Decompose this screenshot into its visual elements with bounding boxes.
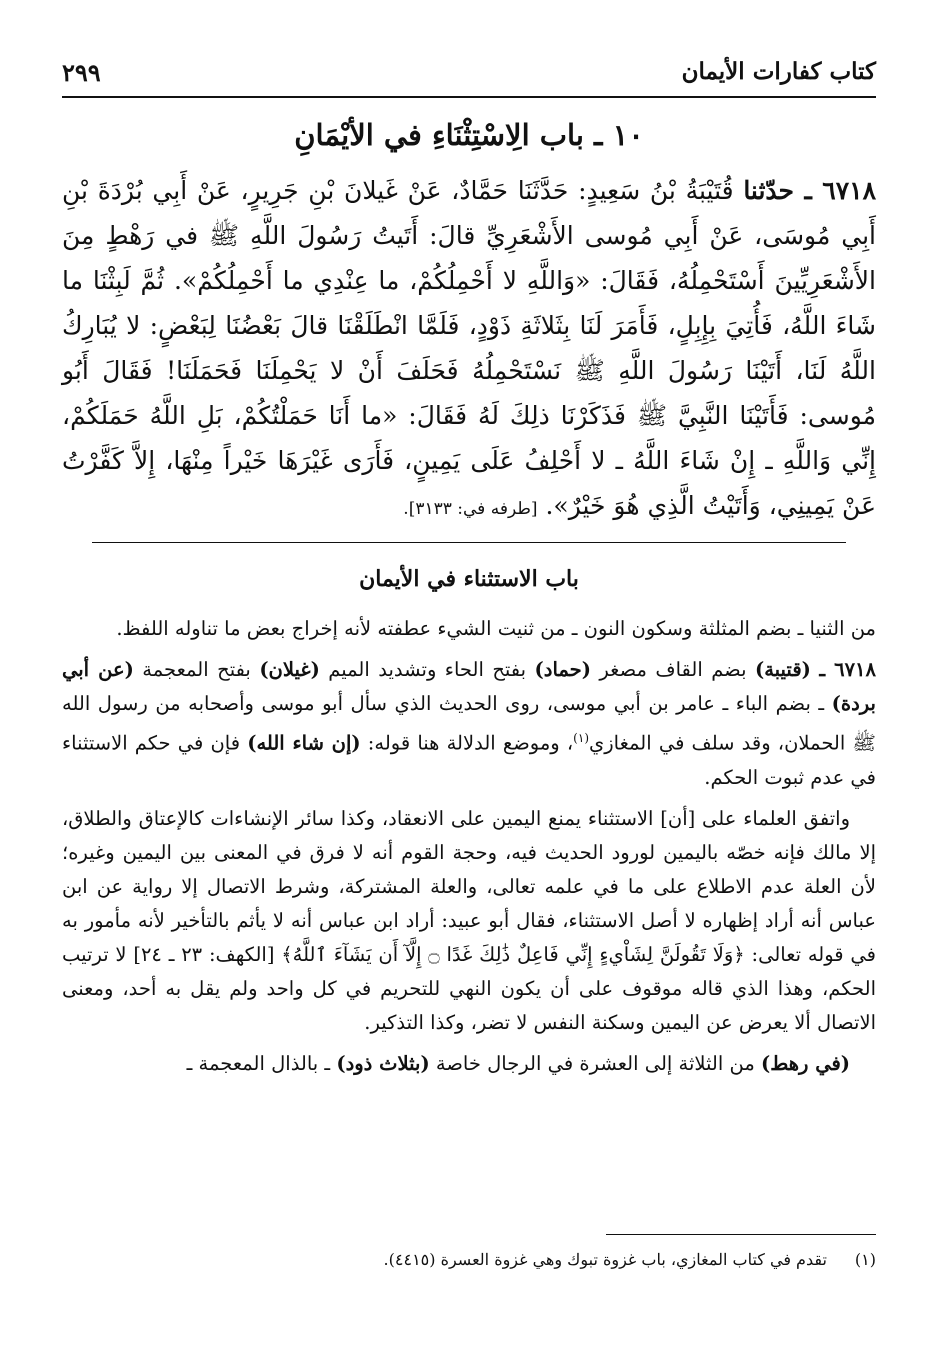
commentary-span: بفتح الحاء وتشديد الميم xyxy=(328,658,527,681)
commentary-text xyxy=(62,612,876,1088)
hadith-body: قُتَيْبَةُ بْنُ سَعِيدٍ: حَدَّثَنَا حَمَّادٌ، عَنْ غَيلانَ بْنِ جَرِيرٍ، عَنْ أَبِي بُرْدَةَ بْنِ أَبِي مُوسَى، عَنْ أَبِي مُوسى الأَشْعَرِيِّ قالَ: أَتَيتُ رَسُولَ اللَّهِ ﷺ في رَهْطٍ مِنَ الأَشْعَرِيِّينَ أَسْتَحْمِلُهُ، فَقَالَ: «وَاللَّهِ لا أَحْمِلُكُمْ، ما عِنْدِي ما أَحْمِلُكُمْ». ثُمَّ لَبِثْنَا ما شَاءَ اللَّهُ، فَأُتِيَ بِإِبِلٍ، فَأَمَرَ لَنَا بِثَلاثَةِ ذَوْدٍ، فَلَمَّا انْطَلَقْنَا قالَ بَعْضُنَا لِبَعْضٍ: لا يُبَارِكُ اللَّهُ لَنَا، أَتَيْنَا رَسُولَ اللَّهِ ﷺ نَسْتَحْمِلُهُ فَحَلَفَ أَنْ لا يَحْمِلَنَا فَحَمَلَنَا! فَقَالَ أَبُو مُوسى: فَأَتَيْنَا النَّبِيَّ ﷺ فَذَكَرْنَا ذلِكَ لَهُ فَقَالَ: «ما أَنَا حَمَلْتُكُمْ، بَلِ اللَّهُ حَمَلَكُمْ، إِنِّي وَاللَّهِ ـ إِنْ شَاءَ اللَّهُ ـ لا أَحْلِفُ عَلَى يَمِينٍ، فَأَرَى غَيْرَهَا خَيْراً مِنْهَا، إِلاَّ كَفَّرْتُ عَنْ يَمِينِي، وَأَتَيْتُ الَّذِي هُوَ خَيْرٌ». xyxy=(62,176,876,520)
commentary-span: ، وموضع الدلالة هنا قوله: xyxy=(367,731,574,755)
commentary-paragraph: من الثنيا ـ بضم المثلثة وسكون النون ـ من ثنيت الشيء عطفته لأنه إخراج بعض ما تناوله اللفظ. xyxy=(116,617,876,640)
book-title: كتاب كفارات الأيمان xyxy=(681,58,876,85)
commentary-span: ـ بالذال المعجمة ـ xyxy=(186,1051,331,1075)
hadith-number: ٦٧١٨ ـ حدّثنا xyxy=(743,176,876,205)
commentary-paragraph xyxy=(62,1047,876,1081)
footnote xyxy=(62,1250,876,1269)
running-header xyxy=(62,58,876,92)
keyword: (بثلاث ذود) xyxy=(336,1051,430,1075)
commentary-heading: باب الاستثناء في الأيمان xyxy=(359,566,579,592)
commentary-span: ـ بضم الباء ـ عامر بن أبي موسى، روى الحديث الذي سأل أبو موسى وأصحابه من رسول الله ﷺ الحملان، وقد سلف في المغازي xyxy=(62,692,876,755)
footnote-divider xyxy=(606,1234,876,1235)
hadith-ref-number: ٦٧١٨ ـ xyxy=(819,658,876,681)
commentary-span: فإن في حكم الاستثناء في عدم ثبوت الحكم. xyxy=(62,731,876,789)
footnote-marker: (١) xyxy=(854,1250,876,1269)
keyword: (عن أبي بردة) xyxy=(62,658,876,715)
page-number: ٢٩٩ xyxy=(62,58,101,87)
keyword: (قتيبة) xyxy=(754,658,811,681)
commentary-span: بفتح المعجمة xyxy=(142,658,251,681)
commentary-span: من الثلاثة إلى العشرة في الرجال خاصة xyxy=(435,1051,755,1075)
header-divider xyxy=(62,96,876,98)
hadith-text xyxy=(62,168,876,532)
chapter-heading: ١٠ ـ باب الِاسْتِثْنَاءِ في الأيْمَانِ xyxy=(294,118,644,152)
keyword: (في رهط) xyxy=(760,1051,850,1075)
footnote-reference[interactable]: (١) xyxy=(573,731,589,745)
keyword: (حماد) xyxy=(534,658,591,681)
commentary-paragraph xyxy=(62,653,876,795)
keyword: (إن شاء الله) xyxy=(247,731,361,755)
section-divider xyxy=(92,542,846,543)
commentary-paragraph: واتفق العلماء على [أن] الاستثناء يمنع اليمين على الانعقاد، وكذا سائر الإنشاءات كالإعتاق والطلاق، إلا مالك فإنه خصّه باليمين لورود الحديث فيه، وحجة القوم أنه لا فرق في المعنى بين اليمين وغيره؛ لأن العلة عدم الاطلاع على ما في علمه تعالى، والعلة المشتركة، وشرط الاتصال إلا رواية عن ابن عباس أنه أراد إظهاره لا أصل الاستثناء، فقال أبو عبيد: أراد ابن عباس أنه لا يأثم بالتأخير لأنه مأمور به في قوله تعالى: ﴿وَلَا تَقُولَنَّ لِشَاْيءٍ إِنِّي فَاعِلٌ ذَٰلِكَ غَدًا ۝ إِلَّآ أَن يَشَآءَ ٱللَّهُ﴾ [الكهف: ٢٣ ـ ٢٤] لا ترتيب الحكم، وهذا الذي قاله موقوف على أن يكون النهي للتحريم في كل واحد ولم يقل به أحد، ومعنى الاتصال ألا يعرض عن اليمين وسكنة النفس لا تضر، وكذا التذكير. xyxy=(62,806,876,1034)
keyword: (غيلان) xyxy=(259,658,320,681)
commentary-span: بضم القاف مصغر xyxy=(599,658,747,681)
hadith-reference: [طرفه في: ٣١٣٣]. xyxy=(403,499,538,519)
footnote-text: تقدم في كتاب المغازي، باب غزوة تبوك وهي غزوة العسرة (٤٤١٥). xyxy=(383,1250,827,1269)
